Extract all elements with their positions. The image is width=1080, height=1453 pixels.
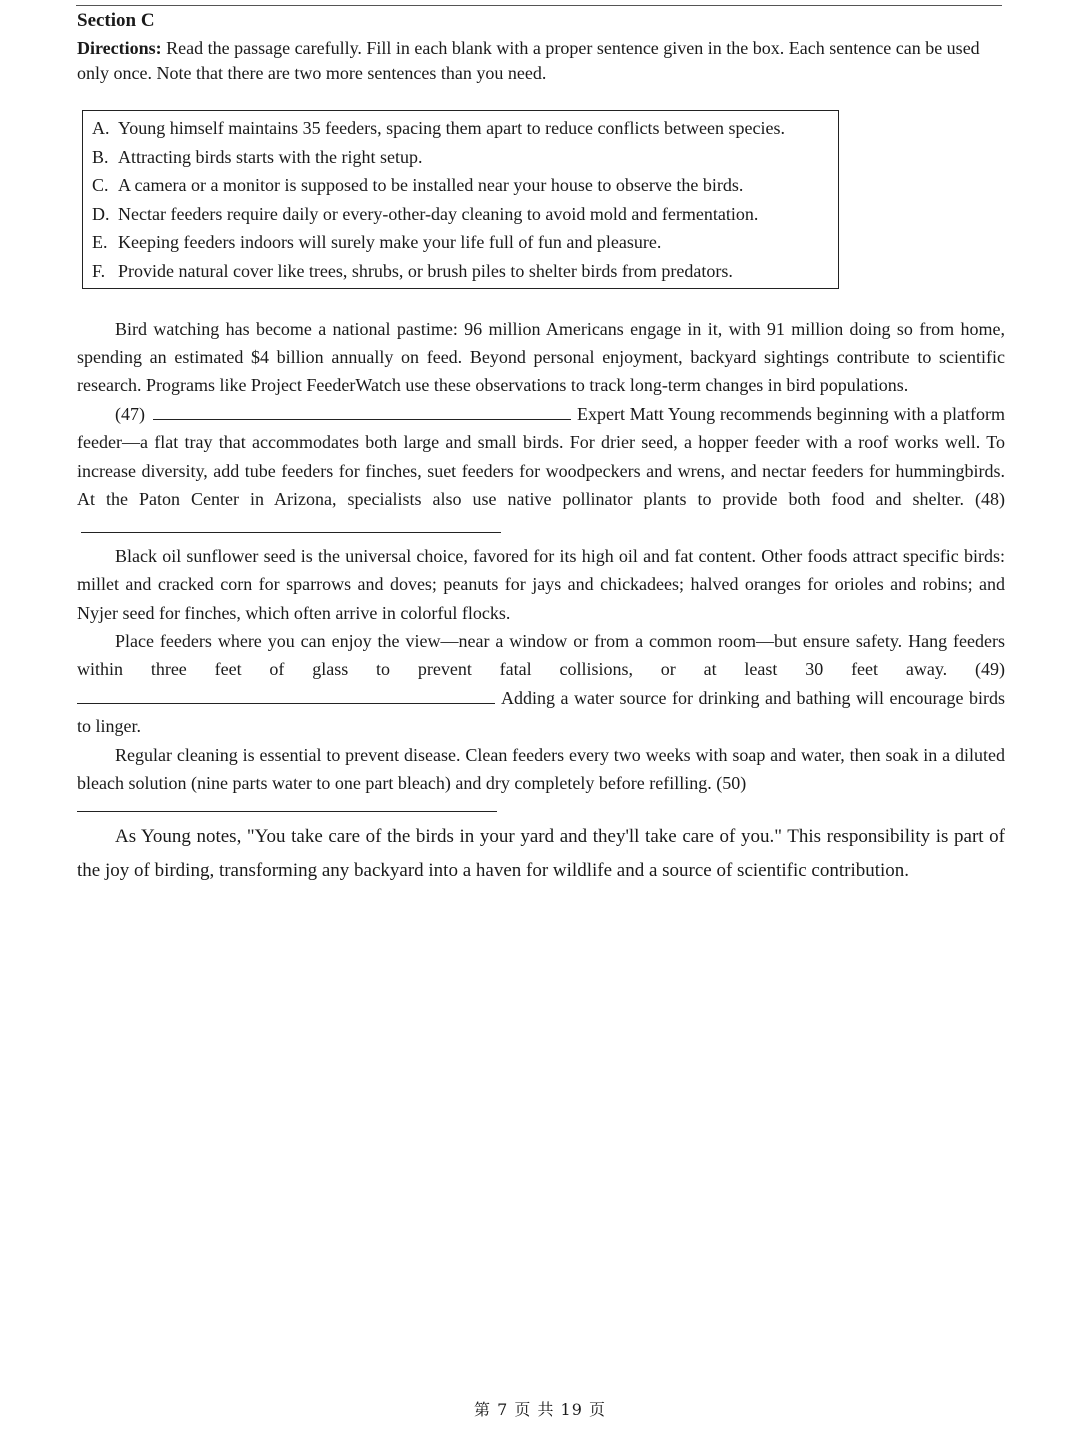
paragraph-4-after: Adding a water source for drinking and bathing will encourage birds to linger. [77, 687, 1005, 737]
paragraph-1: Bird watching has become a national pastime: 96 million Americans engage in it, with 91 million doing so from home, spending an estimated $4 billion annually on feed. Beyond personal enjoyment, backyard sightings contribute to scientific research. Programs like Project FeederWatch use these observations to track long-term changes in bird populations. [77, 318, 1005, 396]
option-e [92, 228, 838, 257]
options-box [82, 110, 839, 289]
option-text: Nectar feeders require daily or every-other-day cleaning to avoid mold and fermentation. [118, 203, 759, 224]
paragraph-3: Black oil sunflower seed is the universal choice, favored for its high oil and fat content. Other foods attract specific birds: millet and cracked corn for sparrows and doves; peanuts for jays and chickadees; halved oranges for orioles and robins; and Nyjer seed for finches, which often arrive in colorful flocks. [77, 545, 1005, 623]
option-text: Keeping feeders indoors will surely make your life full of fun and pleasure. [118, 232, 662, 253]
paragraph-2 [77, 400, 1005, 542]
passage [77, 315, 1005, 889]
blank-48-number: (48) [975, 489, 1005, 509]
blank-50[interactable] [77, 797, 497, 812]
blank-49-number: (49) [975, 659, 1005, 680]
page-number-footer: 第 7 页 共 19 页 [474, 1400, 606, 1419]
option-letter: A. [92, 118, 110, 138]
option-text: Provide natural cover like trees, shrubs, or brush piles to shelter birds from predators. [118, 260, 733, 281]
option-d [92, 200, 838, 229]
option-text: Attracting birds starts with the right setup. [118, 146, 423, 167]
directions-label: Directions: [77, 38, 162, 58]
paragraph-6: As Young notes, "You take care of the birds in your yard and they'll take care of you." This responsibility is part of the joy of birding, transforming any backyard into a haven for wildlife and a source of scientific contribution. [77, 826, 1005, 882]
blank-49[interactable] [77, 685, 495, 704]
paragraph-2-text: Expert Matt Young recommends beginning with a platform feeder—a flat tray that accommodates both large and small birds. For drier seed, a hopper feeder with a roof works well. To increase diversity, add tube feeders for finches, suet feeders for woodpeckers and wrens, and nectar feeders for hummingbirds. At the Paton Center in Arizona, specialists also use native pollinator plants to provide both food and shelter. [77, 403, 1005, 509]
paragraph-4-text: Place feeders where you can enjoy the view—near a window or from a common room—but ensure safety. Hang feeders within three feet of glass to prevent fatal collisions, or at least 30 feet away. [77, 631, 1005, 680]
blank-50-number: (50) [716, 773, 747, 794]
option-letter: E. [92, 232, 108, 253]
option-f [92, 257, 838, 286]
option-letter: B. [92, 146, 109, 167]
blank-47[interactable] [153, 401, 571, 420]
option-letter: D. [92, 203, 110, 224]
top-rule [76, 5, 1002, 6]
option-b [92, 143, 838, 172]
option-a [92, 114, 838, 143]
option-letter: C. [92, 175, 109, 196]
paragraph-4 [77, 627, 1005, 741]
option-letter: F. [92, 260, 106, 281]
paragraph-5-text: Regular cleaning is essential to prevent disease. Clean feeders every two weeks with soap and water, then soak in a diluted bleach solution (nine parts water to one part bleach) and dry completely before refilling. [77, 744, 1005, 794]
blank-48[interactable] [81, 514, 501, 533]
paragraph-5 [77, 741, 1005, 798]
page-content [77, 8, 1005, 888]
option-text: Young himself maintains 35 feeders, spacing them apart to reduce conflicts between species. [118, 118, 785, 138]
option-c [92, 171, 838, 200]
option-text: A camera or a monitor is supposed to be installed near your house to observe the birds. [118, 175, 744, 196]
blank-47-number: (47) [115, 403, 145, 424]
section-title: Section C [77, 10, 155, 31]
directions [77, 36, 1005, 86]
directions-text: Read the passage carefully. Fill in each blank with a proper sentence given in the box. Each sentence can be used only once. Note that there are two more sentences than you need. [77, 38, 980, 83]
